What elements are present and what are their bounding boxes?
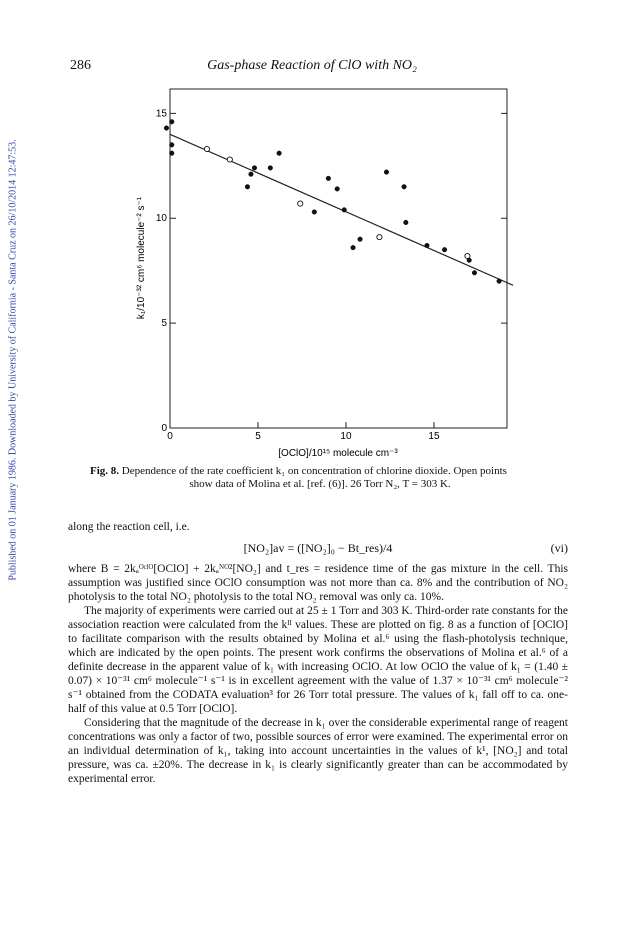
download-watermark [2,90,24,630]
open-data-point [298,201,303,206]
intro-text: along the reaction cell, i.e. [68,521,190,533]
x-tick-label: 15 [428,431,440,442]
filled-data-point [268,166,273,171]
filled-data-point [169,151,174,156]
filled-data-point [164,126,169,131]
x-axis-label: [OClO]/10¹⁵ molecule cm⁻³ [278,448,398,459]
open-data-point [227,157,232,162]
open-data-point [377,235,382,240]
filled-data-point [472,270,477,275]
filled-data-point [326,176,331,181]
open-data-point [204,146,209,151]
filled-data-point [442,247,447,252]
filled-data-point [169,143,174,148]
plot-frame [170,89,507,428]
paragraph-3: Considering that the magnitude of the decrease in k₁ over the considerable experimental range of reagent concentrations was only a factor of two, possible sources of error were examined. The experimental error on an individual determination of k₁, taking into account uncertainties in the values of k¹, [NO₂] and total pressure, was ca. ±20%. The decrease in k₁ is clearly significantly greater than can be accommodated by experimental error. [68,717,568,785]
caption-line-1: Dependence of the rate coefficient k₁ on concentration of chlorine dioxide. Open points [121,465,507,477]
axis-ticks [156,108,507,442]
caption-label: Fig. 8. [90,465,120,477]
figure-caption [90,465,550,491]
y-tick-label: 5 [161,318,167,330]
regression-line [170,134,513,285]
download-watermark-text: Published on 01 January 1986. Downloaded by University of California - Santa Cruz on 26/10/2014 12:47:53. [7,139,19,581]
x-tick-label: 5 [255,431,261,442]
equation-number: (vi) [550,541,568,555]
filled-data-point [351,245,356,250]
x-tick-label: 10 [340,431,352,442]
running-title: Gas-phase Reaction of ClO with NO₂ [207,58,417,73]
y-tick-label: 15 [155,108,167,120]
filled-data-point [252,166,257,171]
caption-line-2: show data of Molina et al. [ref. (6)]. 26 Torr N₂, T = 303 K. [189,478,451,490]
y-tick-label: 0 [161,423,167,434]
filled-data-point [342,208,347,213]
figure-8-chart [110,86,540,461]
paragraph-1: where B = 2kₐᴼᶜˡᴼ[OClO] + 2kₐᴺᴼ²[NO₂] and t_res = residence time of the gas mixture in the cell. This assumption was justified since OClO consumption was not more than ca. 8% and the contribution of NO₂ photolysis to the total NO₂ photolysis to the total NO₂ removal was only ca. 10%. [68,563,568,603]
filled-data-point [358,237,363,242]
filled-data-point [402,184,407,189]
filled-data-point [425,243,430,248]
filled-data-point [497,279,502,284]
x-tick-label: 0 [167,431,173,442]
filled-data-point [249,172,254,177]
filled-data-point [312,210,317,215]
filled-data-point [384,170,389,175]
filled-data-point [277,151,282,156]
filled-data-point [169,119,174,124]
filled-data-point [245,184,250,189]
filled-data-point [335,187,340,192]
body-column [68,562,568,786]
paragraph-2: The majority of experiments were carried out at 25 ± 1 Torr and 303 K. Third-order rate constants for the association reaction were calculated from the kᴵᴵ values. These are plotted on fig. 8 as a function of [OClO] to facilitate comparison with the results obtained by Molina et al.⁶ using the flash-photolysis technique, which are indicated by the open points. The present work confirms the observations of Molina et al.⁶ of a definite decrease in the apparent value of k₁ with increasing OClO. At low OClO the value of k₁ = (1.40 ± 0.07) × 10⁻³¹ cm⁶ molecule⁻¹ s⁻¹ is in excellent agreement with the value of 1.37 × 10⁻³¹ cm⁶ molecule⁻² s⁻¹ obtained from the CODATA evaluation³ for 26 Torr total pressure. The values of k₁ fall off to ca. one-half of this value at 0.5 Torr [OClO]. [68,605,568,715]
page-number: 286 [70,58,91,73]
data-points [164,119,501,283]
filled-data-point [404,220,409,225]
y-axis-label: k₁/10⁻³² cm⁶ molecule⁻² s⁻¹ [136,196,147,320]
fit-line [170,134,513,285]
y-tick-label: 10 [155,213,167,225]
equation-body: [NO₂]av = ([NO₂]₀ − Bt_res)/4 [243,541,393,555]
open-data-point [465,253,470,258]
